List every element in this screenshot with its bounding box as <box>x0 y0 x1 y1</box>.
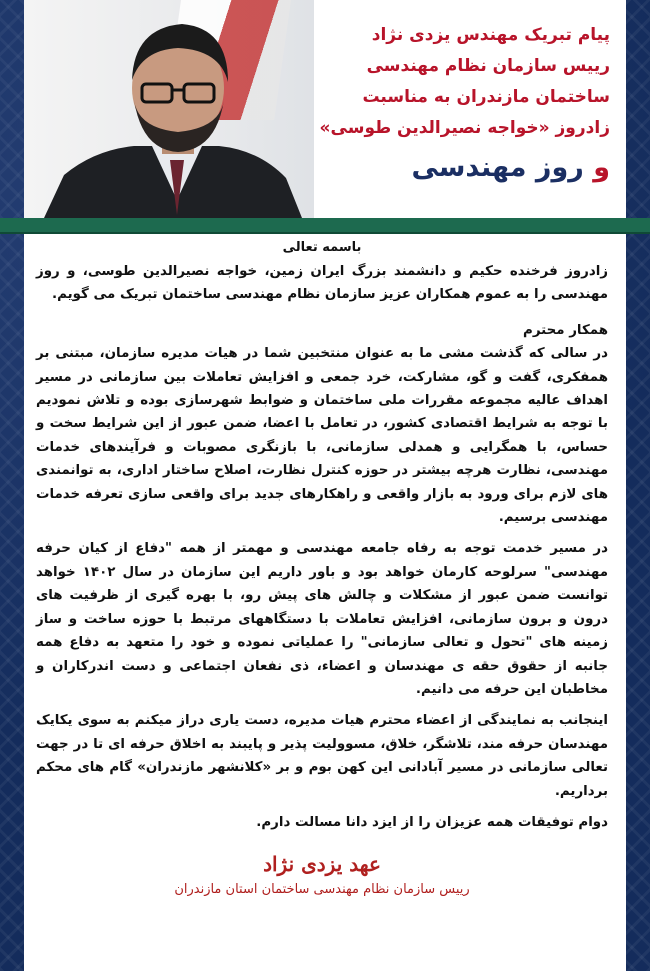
message-body <box>24 234 626 971</box>
title-final-text: روز مهندسی <box>411 152 584 183</box>
title-line-2: رییس سازمان نظام مهندسی <box>366 56 610 76</box>
signature-name: عهد یزدی نژاد <box>263 852 381 877</box>
paragraph-3: اینجانب به نمایندگی از اعضاء محترم هیات مدیره، دست یاری دراز میکنم به سوی یکایک مهندسان حرفه مند، تلاشگر، خلاق، مسوولیت پذیر و پایبند به اخلاق حرفه ای تا در جهت تعالی سازمانی در مسیر آبادانی این کهن بوم و بر «کلانشهر مازندران» گام های محکم برداریم. <box>36 713 608 799</box>
banner-title <box>320 20 610 190</box>
closing-line: دوام توفیقات همه عزیزان را از ایزد دانا مسالت دارم. <box>256 814 608 830</box>
bismillah-heading: باسمه تعالی <box>282 240 362 255</box>
title-line-final <box>320 146 610 190</box>
title-line-4: زادروز «خواجه نصیرالدین طوسی» <box>319 118 610 138</box>
paragraph-2: در مسیر خدمت توجه به رفاه جامعه مهندسی و مهمتر از همه "دفاع از کیان حرفه مهندسی" سرلوحه کارمان خواهد بود و باور داریم این سازمان در سال ۱۴۰۲ خواهد توانست ضمن عبور از مشکلات و چالش های پیش رو، با بهره گیری از ظرفیت های درون و برون سازمانی، افزایش تعاملات با دستگاههای مرتبط با حوزه ساخت و ساز زمینه های "تحول و تعالی سازمانی" را عملیاتی نموده و خود را متعهد به دفاع همه جانبه از حقوق حقه ی مهندسان و اعضاء، ذی نفعان اجتماعی و دست اندرکاران و مخاطبان این حرفه می دانیم. <box>36 541 608 697</box>
portrait-figure <box>24 0 314 218</box>
salutation: همکار محترم <box>523 322 608 338</box>
banner-header <box>24 0 626 218</box>
title-line-3: ساختمان مازندران به مناسبت <box>362 87 610 107</box>
title-final-prefix: و <box>593 152 610 183</box>
portrait-photo <box>24 0 314 218</box>
green-divider <box>0 218 650 234</box>
intro-paragraph: زادروز فرخنده حکیم و دانشمند بزرگ ایران زمین، خواجه نصیرالدین طوسی، و روز مهندسی را به عموم همکاران عزیز سازمان نظام مهندسی ساختمان تبریک می گویم. <box>36 264 608 303</box>
title-line-1: پیام تبریک مهندس یزدی نژاد <box>371 25 610 45</box>
signature-role: رییس سازمان نظام مهندسی ساختمان استان مازندران <box>174 882 470 898</box>
paragraph-1: در سالی که گذشت مشی ما به عنوان منتخبین شما در هیات مدیره سازمان، مبتنی بر همفکری، گفت و گو، مشارکت، خرد جمعی و افزایش تعاملات بین سازمانی در مسیر اهداف عالیه مجموعه مقررات ملی ساختمان و ضوابط شهرسازی بوده و تلاش نمودیم با توجه به شرایط اقتصادی کشور، در تعامل با اعضا، ضمن عبور از این شرایط سخت و حساس، با همگرایی و همدلی سازمانی، با بازنگری مصوبات و فرآیندهای خدمات مهندسی، نظارت هرچه بیشتر در حوزه کنترل نظارت، اصلاح ساختار اداری، به توانمندی های لازم برای ورود به بازار واقعی و راهکارهای جدید برای واقعی سازی تعرفه خدمات مهندسی برسیم. <box>36 346 608 526</box>
